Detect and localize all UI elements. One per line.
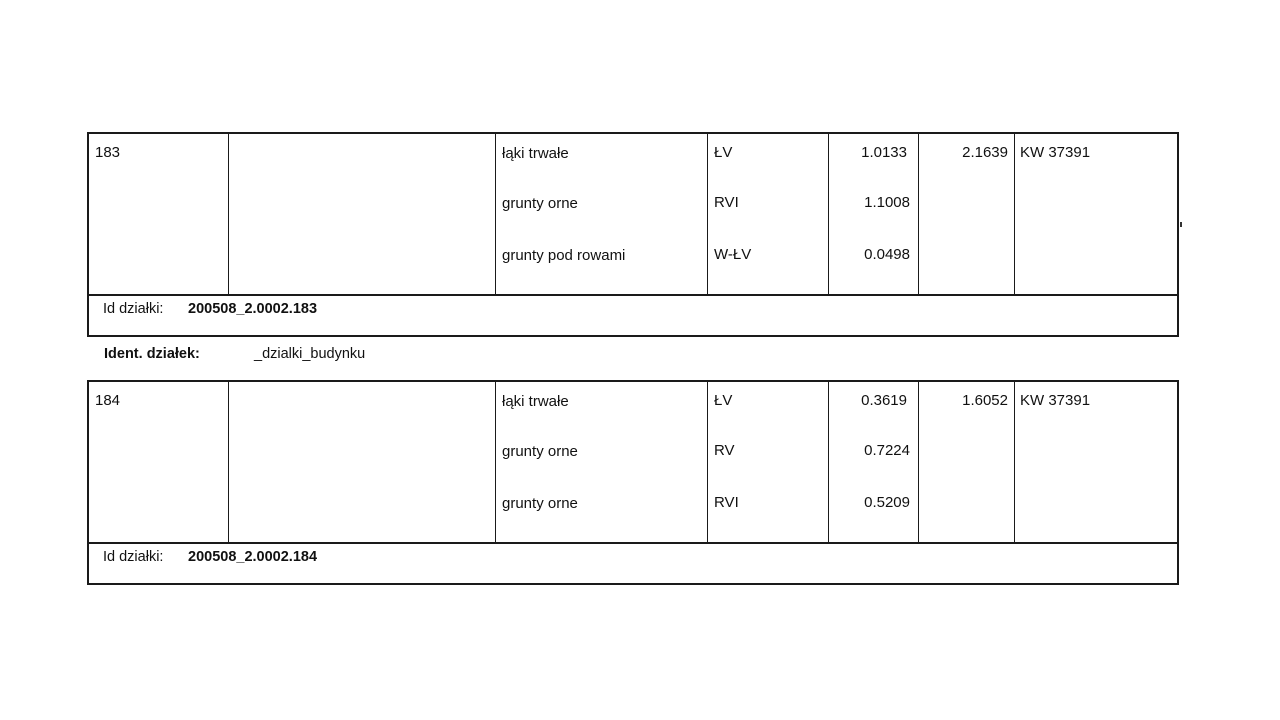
soil-class: ŁV (714, 144, 733, 161)
parcel-id-label: Id działki: (103, 301, 164, 317)
land-register-number: KW 37391 (1020, 392, 1091, 409)
parcel-id-row (89, 294, 1177, 335)
parcel-id-value: 200508_2.0002.183 (188, 301, 318, 317)
scan-artifact (1180, 222, 1182, 227)
land-use: grunty pod rowami (502, 247, 626, 264)
parcel-id-row (89, 542, 1177, 583)
parcel-block-184 (87, 380, 1179, 585)
parcel-number: 184 (95, 392, 121, 409)
use-area: 0.0498 (864, 246, 910, 263)
column-divider (228, 134, 229, 294)
soil-class: RV (714, 442, 735, 459)
column-divider (1014, 382, 1015, 542)
ident-value: _dzialki_budynku (254, 346, 366, 362)
total-area: 2.1639 (962, 144, 1008, 161)
use-area: 1.0133 (861, 144, 907, 161)
column-divider (707, 134, 708, 294)
soil-class: W-ŁV (714, 246, 752, 263)
land-use: grunty orne (502, 195, 578, 212)
column-divider (707, 382, 708, 542)
parcel-block-183 (87, 132, 1179, 337)
use-area: 0.7224 (864, 442, 910, 459)
land-use: grunty orne (502, 443, 578, 460)
soil-class: RVI (714, 194, 739, 211)
parcel-id-label: Id działki: (103, 549, 164, 565)
column-divider (495, 382, 496, 542)
parcel-rows (89, 382, 1177, 544)
parcel-number: 183 (95, 144, 121, 161)
column-divider (1014, 134, 1015, 294)
parcel-id-value: 200508_2.0002.184 (188, 549, 318, 565)
column-divider (228, 382, 229, 542)
soil-class: ŁV (714, 392, 733, 409)
land-register-number: KW 37391 (1020, 144, 1091, 161)
soil-class: RVI (714, 494, 739, 511)
parcel-rows (89, 134, 1177, 296)
land-use: grunty orne (502, 495, 578, 512)
use-area: 0.5209 (864, 494, 910, 511)
column-divider (495, 134, 496, 294)
land-use: łąki trwałe (502, 145, 569, 162)
use-area: 0.3619 (861, 392, 907, 409)
ident-label: Ident. działek: (104, 346, 200, 362)
total-area: 1.6052 (962, 392, 1008, 409)
use-area: 1.1008 (864, 194, 910, 211)
land-use: łąki trwałe (502, 393, 569, 410)
